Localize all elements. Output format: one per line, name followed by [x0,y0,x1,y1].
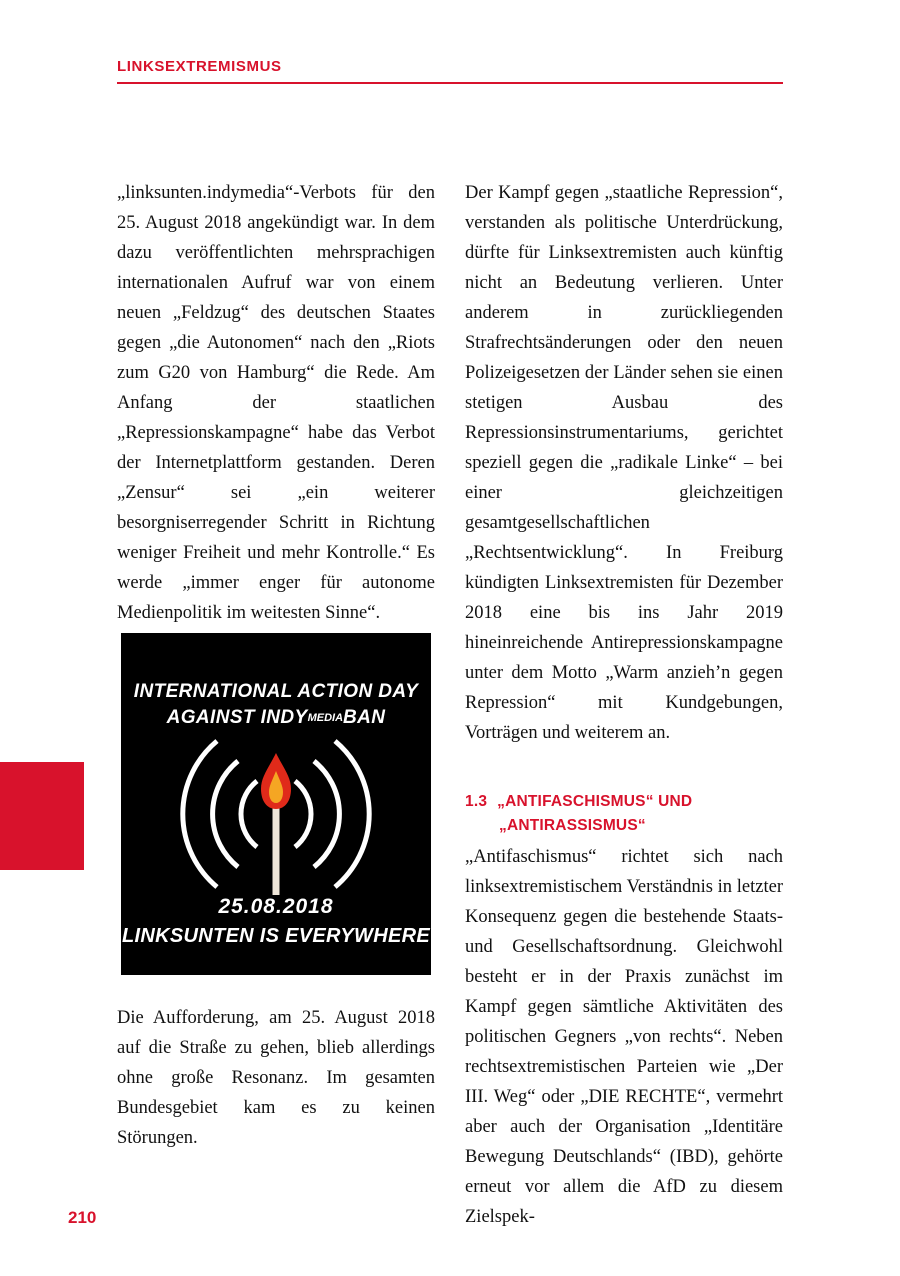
figure-poster-image [121,633,431,975]
left-column-continued [117,1003,435,1153]
poster-headline-line2-left: AGAINST INDY [166,707,308,728]
right-paragraph-1: Der Kampf gegen „staatliche Repression“, verstanden als politische Unterdrückung, dürfte für Linksextremisten auch künftig nicht an Bedeutung verlieren. Unter anderem in zurückliegenden Strafrechtsänderungen oder den neuen Polizeigesetzen der Länder sehen sie einen stetigen Ausbau des Repressionsinstrumentariums, gerichtet speziell gegen die „radikale Linke“ – bei einer gleichzeitigen gesamtgesellschaftlichen „Rechtsentwicklung“. In Freiburg kündigten Linksextremisten für Dezember 2018 eine bis ins Jahr 2019 hineinreichende Antirepressionskampagne unter dem Motto „Warm anzieh’n gegen Repression“ mit Kundgebungen, Vorträgen und weiterem an. [465,183,783,743]
match-icon [261,753,291,895]
chapter-side-tab [0,762,84,870]
right-column [465,178,783,1232]
section-spacer [465,748,783,790]
left-paragraph-2: Die Aufforderung, am 25. August 2018 auf die Straße zu gehen, blieb allerdings ohne große Resonanz. Im gesamten Bundesgebiet kam es zu keinen Störungen. [117,1008,435,1148]
left-paragraph-1: „linksunten.indymedia“-Verbots für den 25. August 2018 angekündigt war. In dem dazu veröffentlichten mehrsprachigen internationalen Aufruf war von einem neuen „Feldzug“ des deutschen Staates gegen „die Autonomen“ nach den „Riots zum G20 von Hamburg“ die Rede. Am Anfang der staatlichen „Repressionskampagne“ habe das Verbot der Internetplattform gestanden. Deren „Zensur“ sei „ein weiterer besorgniserregender Schritt in Richtung weniger Freiheit und mehr Kontrolle.“ Es werde „immer enger für autonome Medienpolitik im weitesten Sinne“. [117,183,435,623]
poster-illustration [121,729,431,899]
page-header-title: LINKSEXTREMISMUS [117,58,282,75]
poster-date: 25.08.2018 [218,895,334,918]
header-rule [117,82,783,84]
section-title-line1: „ANTIFASCHISMUS“ UND [497,793,693,810]
right-paragraph-2: „Antifaschismus“ richtet sich nach linksextremistischem Verständnis in letzter Konsequenz gegen die bestehende Staats- und Gesellschaftsordnung. Gleichwohl besteht er in der Praxis zunächst im Kampf gegen sämtliche Aktivitäten des politischen Gegners „von rechts“. Neben rechtsextremistischen Parteien wie „Der III. Weg“ oder „DIE RECHTE“, vermehrt aber auch der Organisation „Identitäre Bewegung Deutschlands“ (IBD), gehörte erneut vor allem die AfD zu diesem Zielspek- [465,847,783,1227]
section-heading [465,790,783,838]
poster-tagline: LINKSUNTEN IS EVERYWHERE [122,925,430,947]
left-column [117,178,435,628]
section-number: 1.3 [465,793,488,810]
page-number: 210 [68,1208,97,1227]
section-title-line2: „ANTIRASSISMUS“ [499,817,646,834]
poster-headline-line2-small: MEDIA [307,711,344,724]
poster-headline-line2-right: BAN [343,707,386,728]
poster-headline-line1: INTERNATIONAL ACTION DAY [133,681,419,702]
poster-headline-line2 [121,707,431,729]
